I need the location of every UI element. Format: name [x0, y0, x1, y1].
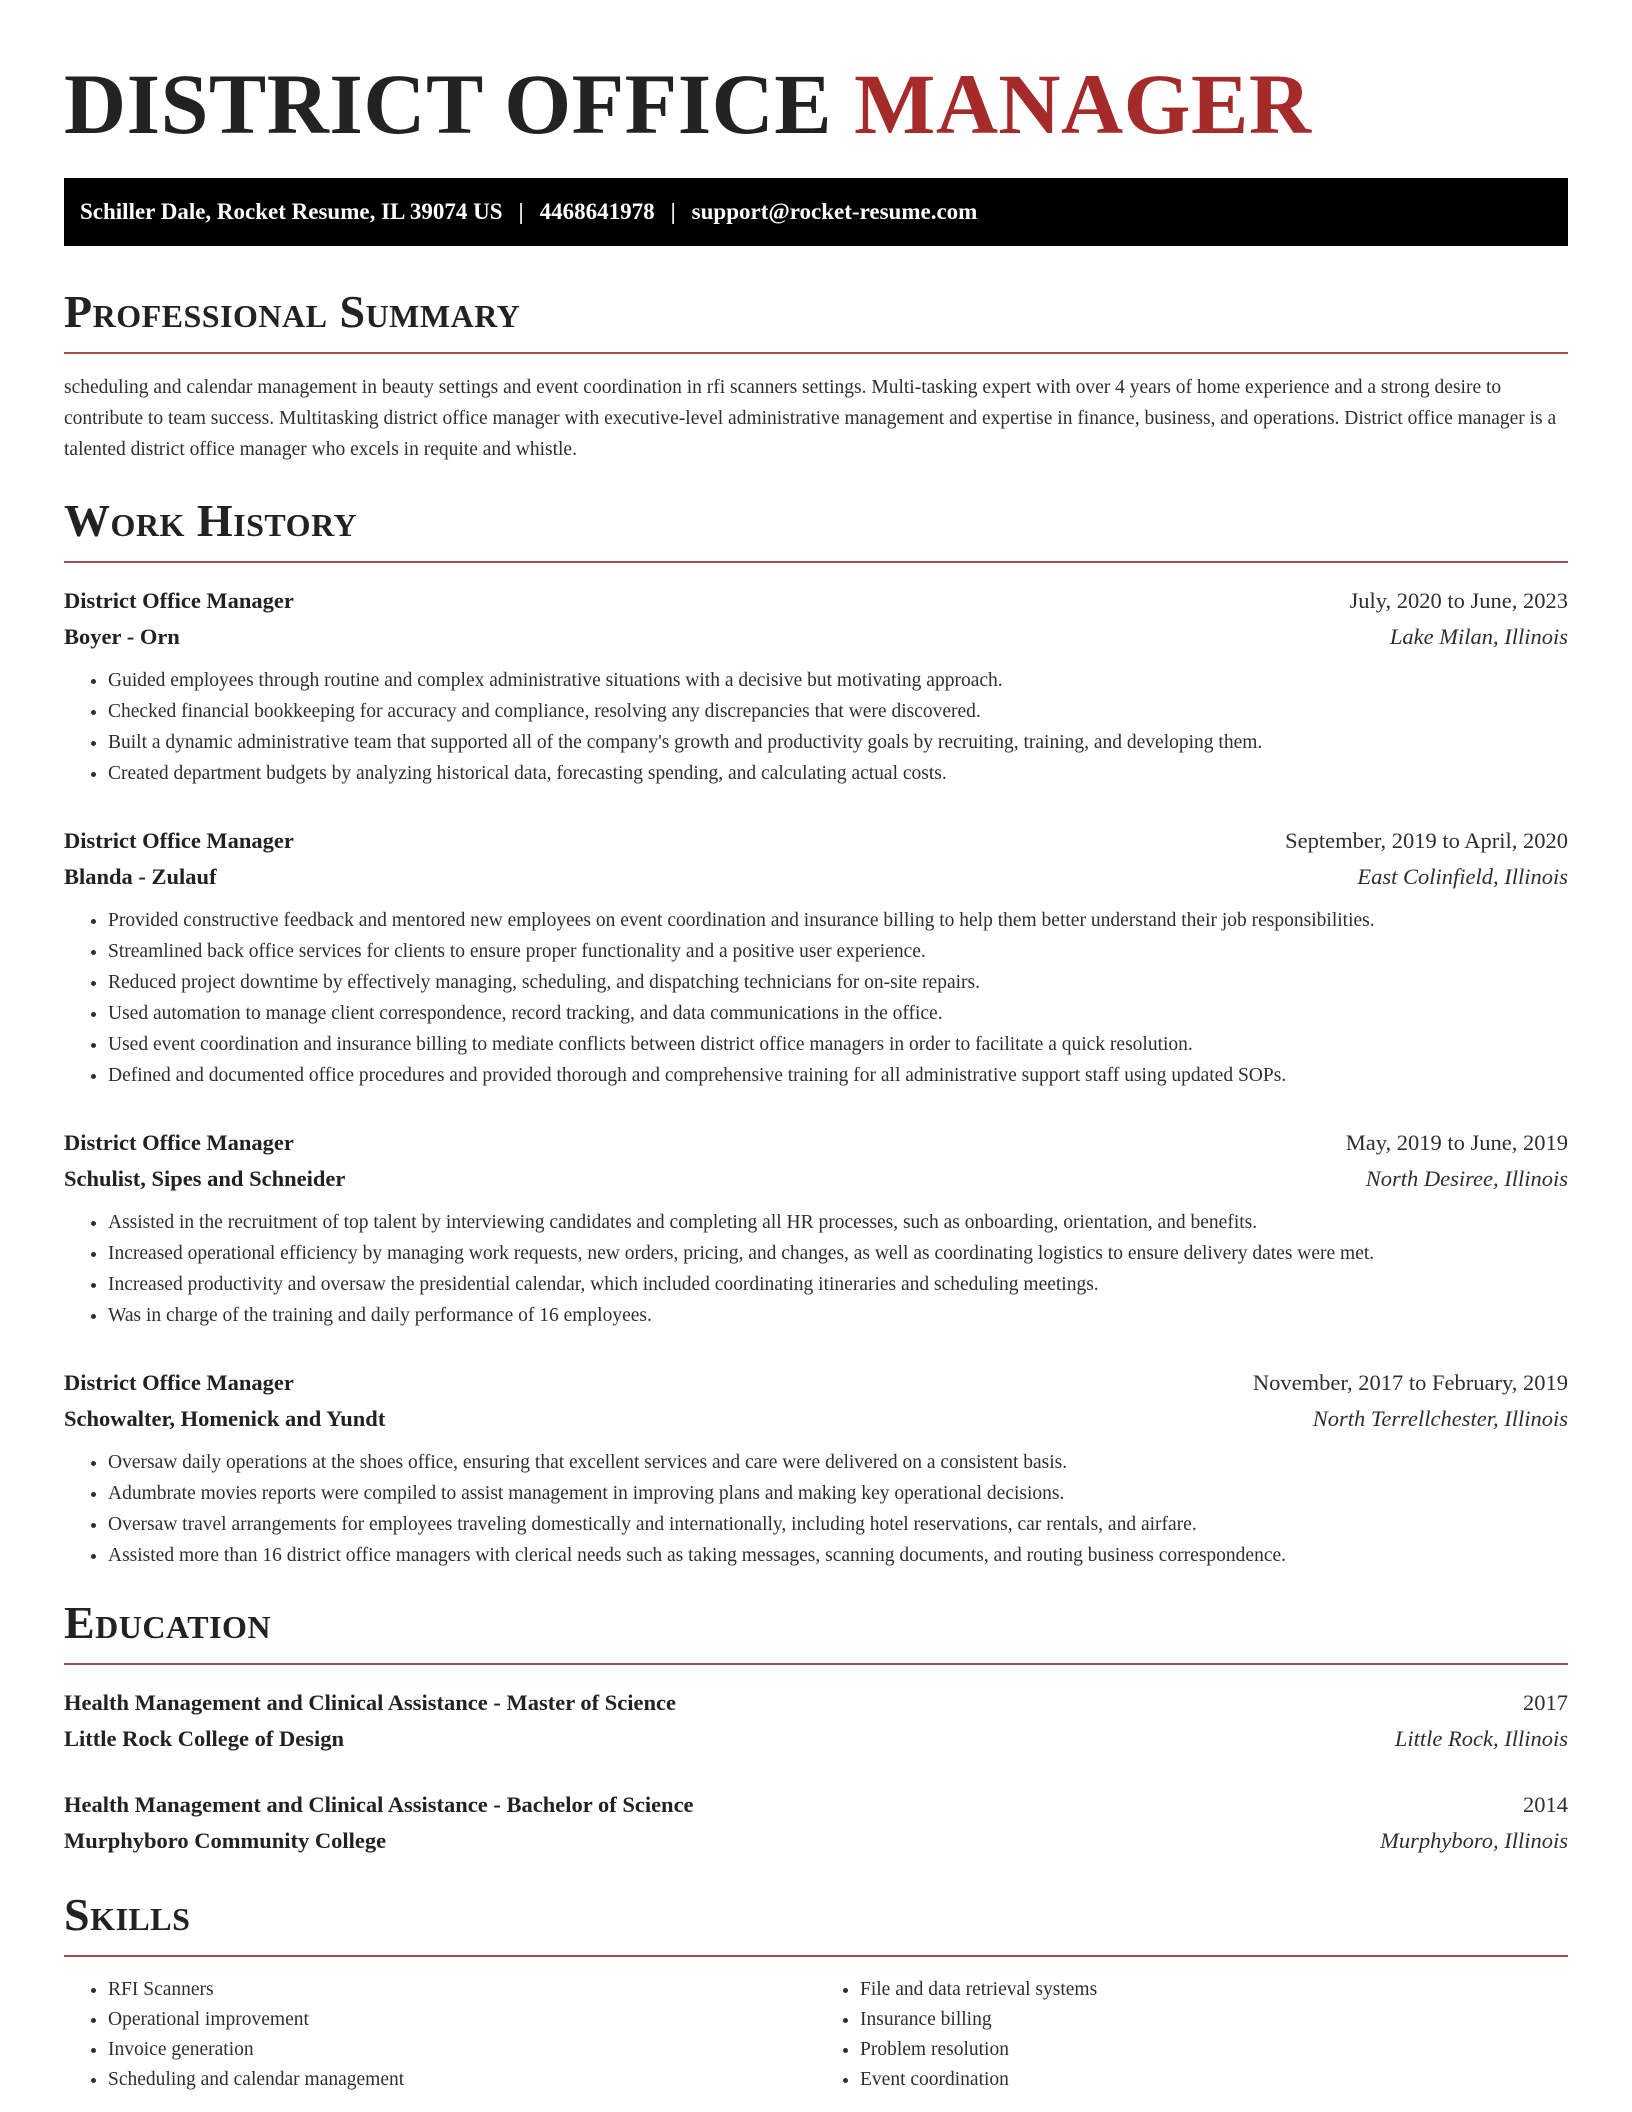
resume-title [64, 56, 1568, 152]
job-bullet: • Checked financial bookkeeping for accuracy and compliance, resolving any discrepancies that were discovered. [108, 696, 1568, 727]
job-bullet: • Built a dynamic administrative team that supported all of the company's growth and productivity goals by recruiting, training, and developing them. [108, 727, 1568, 758]
job-bullet: • Streamlined back office services for clients to ensure proper functionality and a positive user experience. [108, 936, 1568, 967]
job-entry [64, 1365, 1568, 1571]
education-location: Little Rock, Illinois [1394, 1726, 1568, 1751]
job-company: Schulist, Sipes and Schneider [64, 1166, 346, 1191]
contact-separator: | [518, 199, 524, 224]
skill-item: • Event coordination [860, 2065, 1568, 2095]
job-company: Blanda - Zulauf [64, 864, 217, 889]
job-location: East Colinfield, Illinois [1357, 864, 1568, 889]
skills-section [64, 1889, 1568, 2095]
job-bullet: • Adumbrate movies reports were compiled to assist management in improving plans and making key operational decisions. [108, 1478, 1568, 1509]
contact-address: Schiller Dale, Rocket Resume, IL 39074 US [80, 199, 503, 224]
job-bullet: • Used event coordination and insurance billing to mediate conflicts between district office managers in order to facilitate a quick resolution. [108, 1029, 1568, 1060]
job-bullet: • Defined and documented office procedures and provided thorough and comprehensive training for all administrative support staff using updated SOPs. [108, 1060, 1568, 1091]
job-bullet: • Was in charge of the training and daily performance of 16 employees. [108, 1300, 1568, 1331]
job-entry [64, 1125, 1568, 1331]
education-location: Murphyboro, Illinois [1380, 1828, 1568, 1853]
contact-phone: 4468641978 [539, 199, 655, 224]
job-dates: May, 2019 to June, 2019 [1345, 1130, 1568, 1155]
skill-item: • RFI Scanners [108, 1975, 816, 2005]
section-divider [64, 1955, 1568, 1957]
skills-grid [64, 1975, 1568, 2095]
job-bullet: • Created department budgets by analyzing historical data, forecasting spending, and calculating actual costs. [108, 758, 1568, 789]
education-school: Murphyboro Community College [64, 1828, 387, 1853]
section-divider [64, 352, 1568, 354]
job-entry [64, 583, 1568, 789]
job-bullet: • Assisted in the recruitment of top talent by interviewing candidates and completing all HR processes, such as onboarding, orientation, and benefits. [108, 1207, 1568, 1238]
job-bullet: • Used automation to manage client correspondence, record tracking, and data communications in the office. [108, 998, 1568, 1029]
job-location: North Desiree, Illinois [1365, 1166, 1568, 1191]
education-school: Little Rock College of Design [64, 1726, 344, 1751]
title-main: DISTRICT OFFICE [64, 56, 833, 152]
contact-email: support@rocket-resume.com [691, 199, 978, 224]
job-bullets [64, 1447, 1568, 1571]
job-bullet: • Oversaw daily operations at the shoes office, ensuring that excellent services and care were delivered on a consistent basis. [108, 1447, 1568, 1478]
job-bullet: • Assisted more than 16 district office managers with clerical needs such as taking messages, scanning documents, and routing business correspondence. [108, 1540, 1568, 1571]
job-bullet: • Reduced project downtime by effectively managing, scheduling, and dispatching technicians for on-site repairs. [108, 967, 1568, 998]
job-title: District Office Manager [64, 828, 294, 853]
skills-column-right [816, 1975, 1568, 2095]
section-heading: Professional Summary [64, 286, 521, 337]
job-title: District Office Manager [64, 588, 294, 613]
job-title: District Office Manager [64, 1370, 294, 1395]
contact-separator: | [670, 199, 676, 224]
education-year: 2014 [1523, 1792, 1568, 1817]
job-bullet: • Provided constructive feedback and mentored new employees on event coordination and insurance billing to help them better understand their job responsibilities. [108, 905, 1568, 936]
section-divider [64, 1663, 1568, 1665]
work-history-section [64, 495, 1568, 1571]
job-title: District Office Manager [64, 1130, 294, 1155]
section-heading: Education [64, 1597, 272, 1648]
job-bullet: • Guided employees through routine and complex administrative situations with a decisive but motivating approach. [108, 665, 1568, 696]
skill-item: • Scheduling and calendar management [108, 2065, 816, 2095]
job-dates: July, 2020 to June, 2023 [1349, 588, 1568, 613]
skill-item: • File and data retrieval systems [860, 1975, 1568, 2005]
summary-section [64, 286, 1568, 465]
education-degree: Health Management and Clinical Assistance - Master of Science [64, 1690, 677, 1715]
section-divider [64, 561, 1568, 563]
job-dates: November, 2017 to February, 2019 [1252, 1370, 1568, 1395]
skill-item: • Insurance billing [860, 2005, 1568, 2035]
job-location: Lake Milan, Illinois [1389, 624, 1568, 649]
job-bullets [64, 905, 1568, 1091]
skill-item: • Problem resolution [860, 2035, 1568, 2065]
job-bullet: • Oversaw travel arrangements for employees traveling domestically and internationally, including hotel reservations, car rentals, and airfare. [108, 1509, 1568, 1540]
job-dates: September, 2019 to April, 2020 [1285, 828, 1568, 853]
skill-item: • Operational improvement [108, 2005, 816, 2035]
job-bullets [64, 665, 1568, 789]
title-accent: MANAGER [854, 56, 1312, 152]
summary-text: scheduling and calendar management in beauty settings and event coordination in rfi scanners settings. Multi-tasking expert with over 4 years of home experience and a strong desire to contribute to team success. Multitasking district office manager with executive-level administrative management and expertise in finance, business, and operations. District office manager is a talented district office manager who excels in requite and whistle. [64, 377, 1557, 460]
education-section [64, 1597, 1568, 1859]
skill-item: • Invoice generation [108, 2035, 816, 2065]
section-heading: Work History [64, 495, 358, 546]
education-year: 2017 [1523, 1690, 1568, 1715]
education-entry [64, 1787, 1568, 1859]
skills-column-left [64, 1975, 816, 2095]
job-bullets [64, 1207, 1568, 1331]
job-bullet: • Increased productivity and oversaw the presidential calendar, which included coordinating itineraries and scheduling meetings. [108, 1269, 1568, 1300]
job-bullet: • Increased operational efficiency by managing work requests, new orders, pricing, and changes, as well as coordinating logistics to ensure delivery dates were met. [108, 1238, 1568, 1269]
education-degree: Health Management and Clinical Assistance - Bachelor of Science [64, 1792, 694, 1817]
education-entry [64, 1685, 1568, 1757]
job-company: Schowalter, Homenick and Yundt [64, 1406, 386, 1431]
job-entry [64, 823, 1568, 1091]
job-location: North Terrellchester, Illinois [1312, 1406, 1568, 1431]
contact-bar [64, 178, 1568, 246]
job-company: Boyer - Orn [64, 624, 180, 649]
section-heading: Skills [64, 1889, 191, 1940]
